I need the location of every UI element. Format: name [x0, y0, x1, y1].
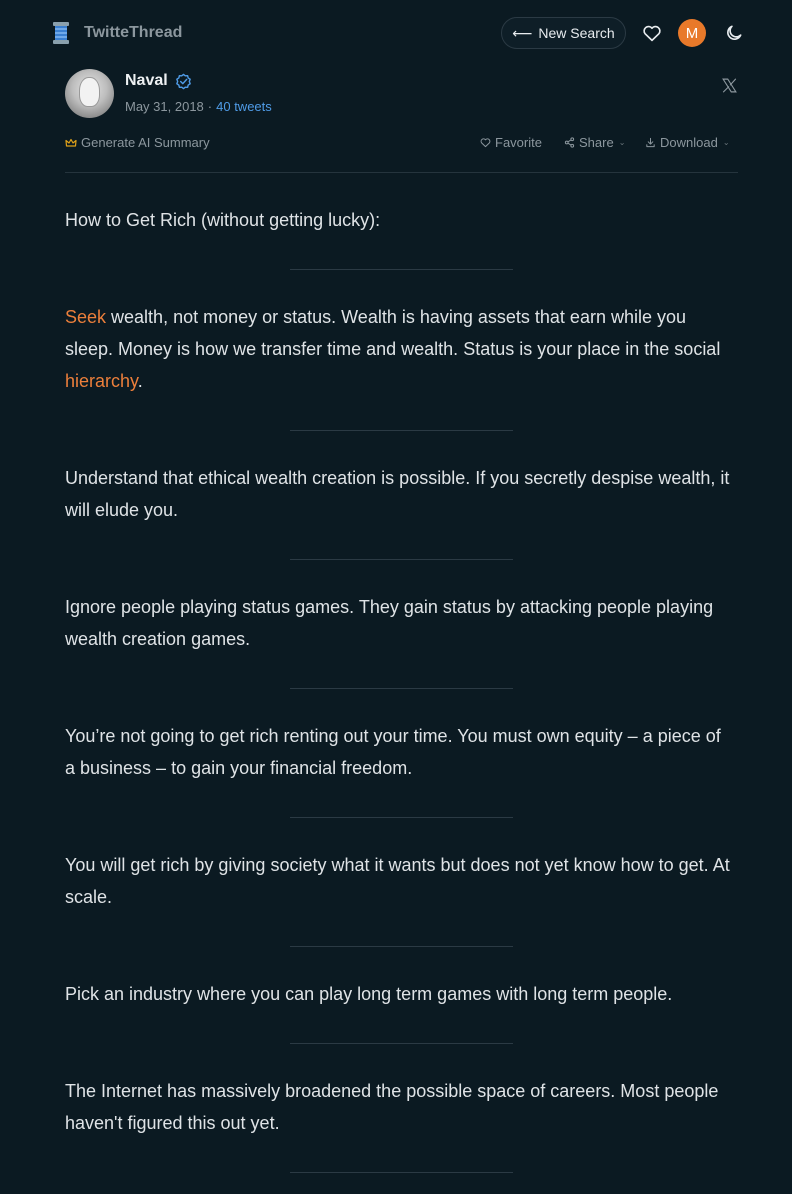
- chevron-down-icon: ⌄: [618, 138, 626, 147]
- header-divider: [65, 172, 738, 173]
- tweet-text: Understand that ethical wealth creation is possible. If you secretly despise wealth, it will elude you.: [65, 468, 730, 520]
- download-dropdown[interactable]: [645, 135, 730, 150]
- tweet-separator: [290, 1043, 513, 1044]
- author-header: [65, 69, 738, 119]
- highlight-term[interactable]: Seek: [65, 307, 107, 327]
- spool-logo-icon: [52, 22, 70, 44]
- generate-ai-summary-button[interactable]: [65, 135, 210, 150]
- tweet-separator: [290, 1172, 513, 1173]
- tweet-text-segment: wealth, not money or status. Wealth is having assets that earn while you sleep. Money is how we transfer time and wealth. Status is your place in the social: [65, 307, 721, 359]
- user-avatar[interactable]: M: [678, 19, 706, 47]
- tweet-text-segment: .: [137, 371, 143, 391]
- new-search-label: New Search: [538, 25, 615, 41]
- tweet-text: The Internet has massively broadened the possible space of careers. Most people haven't figured this out yet.: [65, 1081, 719, 1133]
- meta-separator: ·: [207, 99, 213, 114]
- tweet-separator: [290, 269, 513, 270]
- tweet-separator: [290, 946, 513, 947]
- favorite-label: Favorite: [495, 135, 542, 150]
- tweet-text: How to Get Rich (without getting lucky):: [65, 210, 381, 230]
- new-search-button[interactable]: [501, 17, 626, 49]
- share-dropdown[interactable]: [564, 135, 625, 150]
- x-logo-icon[interactable]: [721, 77, 738, 94]
- tweet-separator: [290, 559, 513, 560]
- heart-icon[interactable]: [642, 24, 662, 42]
- heart-outline-icon: [480, 137, 491, 148]
- thread-date: May 31, 2018: [125, 99, 204, 114]
- ai-summary-label: Generate AI Summary: [81, 135, 210, 150]
- author-name[interactable]: Naval: [125, 72, 168, 89]
- share-label: Share: [579, 135, 614, 150]
- tweet-count-link[interactable]: 40 tweets: [216, 99, 272, 114]
- tweet-separator: [290, 817, 513, 818]
- chevron-down-icon: ⌄: [722, 138, 730, 147]
- verified-icon: [175, 73, 192, 90]
- download-label: Download: [660, 135, 718, 150]
- tweet-text: Ignore people playing status games. They gain status by attacking people playing wealth creation games.: [65, 597, 714, 649]
- download-icon: [645, 137, 656, 148]
- crown-icon: [65, 138, 77, 148]
- tweet-text: You’re not going to get rich renting out your time. You must own equity – a piece of a business – to gain your financial freedom.: [65, 726, 721, 778]
- thread-meta: [125, 99, 272, 114]
- app-name: TwitteThread: [84, 24, 183, 41]
- app-logo[interactable]: [52, 22, 182, 44]
- author-avatar[interactable]: [65, 69, 114, 118]
- tweet-separator: [290, 430, 513, 431]
- share-icon: [564, 137, 575, 148]
- tweet-separator: [290, 688, 513, 689]
- tweet-text: You will get rich by giving society what it wants but does not yet know how to get. At scale.: [65, 855, 730, 907]
- moon-icon[interactable]: [724, 23, 744, 43]
- top-bar: [0, 0, 792, 66]
- arrow-left-icon: ⟵: [512, 24, 533, 41]
- favorite-button[interactable]: [480, 135, 542, 150]
- highlight-term[interactable]: hierarchy: [65, 371, 138, 391]
- action-bar: [65, 133, 738, 153]
- tweet-text: Pick an industry where you can play long term games with long term people.: [65, 984, 673, 1004]
- tweet-text: [65, 301, 735, 397]
